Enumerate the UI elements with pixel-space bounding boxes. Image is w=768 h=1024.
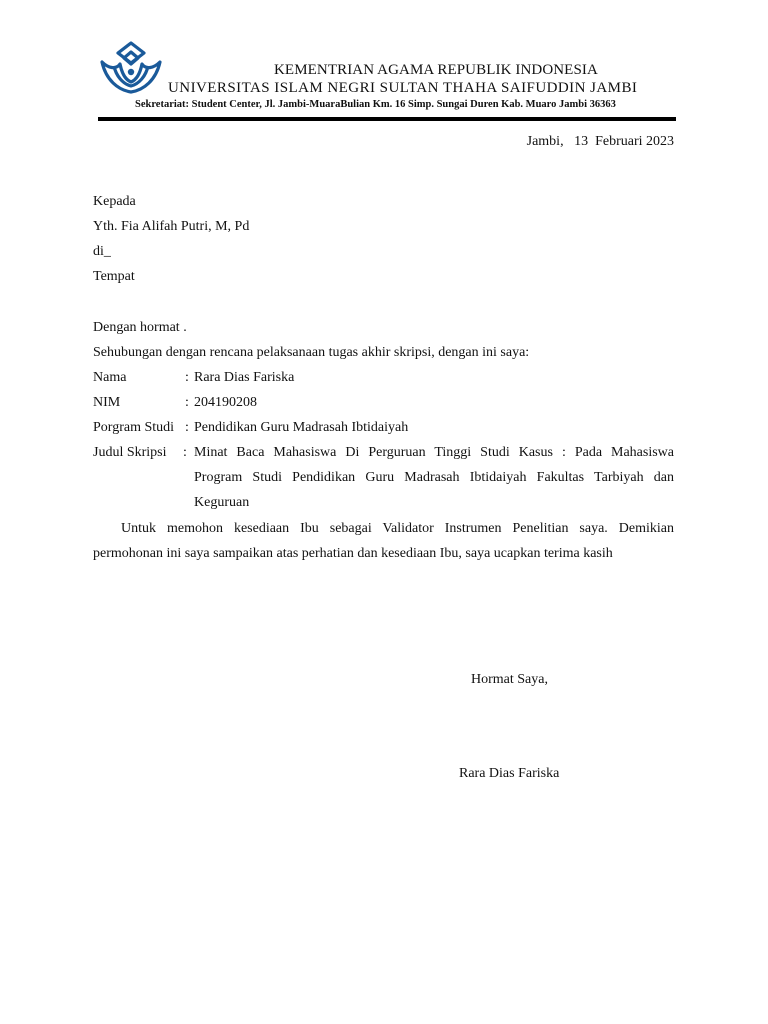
letter-date: Jambi, 13 Februari 2023 [526, 134, 674, 149]
thesis-title-line-3: Keguruan [194, 495, 250, 510]
field-sep-nim: : [185, 395, 189, 410]
ministry-name: KEMENTRIAN AGAMA REPUBLIK INDONESIA [274, 62, 598, 78]
field-sep-judul-skripsi: : [183, 445, 187, 460]
recipient-place: Tempat [93, 269, 135, 284]
field-label-nama: Nama [93, 370, 127, 385]
field-sep-nama: : [185, 370, 189, 385]
intro-sentence: Sehubungan dengan rencana pelaksanaan tugas akhir skripsi, dengan ini saya: [93, 345, 530, 360]
signature-salutation: Hormat Saya, [471, 672, 548, 687]
field-label-nim: NIM [93, 395, 121, 410]
recipient-greeting: Kepada [93, 194, 136, 209]
university-logo-icon [98, 40, 164, 96]
field-label-program-studi: Porgram Studi [93, 420, 175, 435]
closing-paragraph-line-2: permohonan ini saya sampaikan atas perhatian dan kesediaan Ibu, saya ucapkan terima kasih [93, 546, 613, 561]
signature-name: Rara Dias Fariska [459, 766, 560, 781]
recipient-name: Yth. Fia Alifah Putri, M, Pd [93, 219, 250, 234]
field-sep-program-studi: : [185, 420, 189, 435]
thesis-title-line-1: Minat Baca Mahasiswa Di Perguruan Tinggi Studi Kasus : Pada Mahasiswa [194, 445, 674, 460]
recipient-di: di_ [93, 244, 111, 259]
field-value-nim: 204190208 [194, 395, 257, 410]
thesis-title-line-2: Program Studi Pendidikan Guru Madrasah Ibtidaiyah Fakultas Tarbiyah dan [194, 470, 674, 485]
field-label-judul-skripsi: Judul Skripsi [93, 445, 167, 460]
closing-paragraph-line-1: Untuk memohon kesediaan Ibu sebagai Validator Instrumen Penelitian saya. Demikian [121, 521, 674, 536]
university-name: UNIVERSITAS ISLAM NEGRI SULTAN THAHA SAIFUDDIN JAMBI [168, 80, 638, 96]
opening-salutation: Dengan hormat . [93, 320, 187, 335]
letterhead-divider [98, 117, 676, 121]
secretariat-address: Sekretariat: Student Center, Jl. Jambi-MuaraBulian Km. 16 Simp. Sungai Duren Kab. Muaro Jambi 36363 [135, 99, 616, 110]
field-value-nama: Rara Dias Fariska [194, 370, 295, 385]
field-value-program-studi: Pendidikan Guru Madrasah Ibtidaiyah [194, 420, 409, 435]
